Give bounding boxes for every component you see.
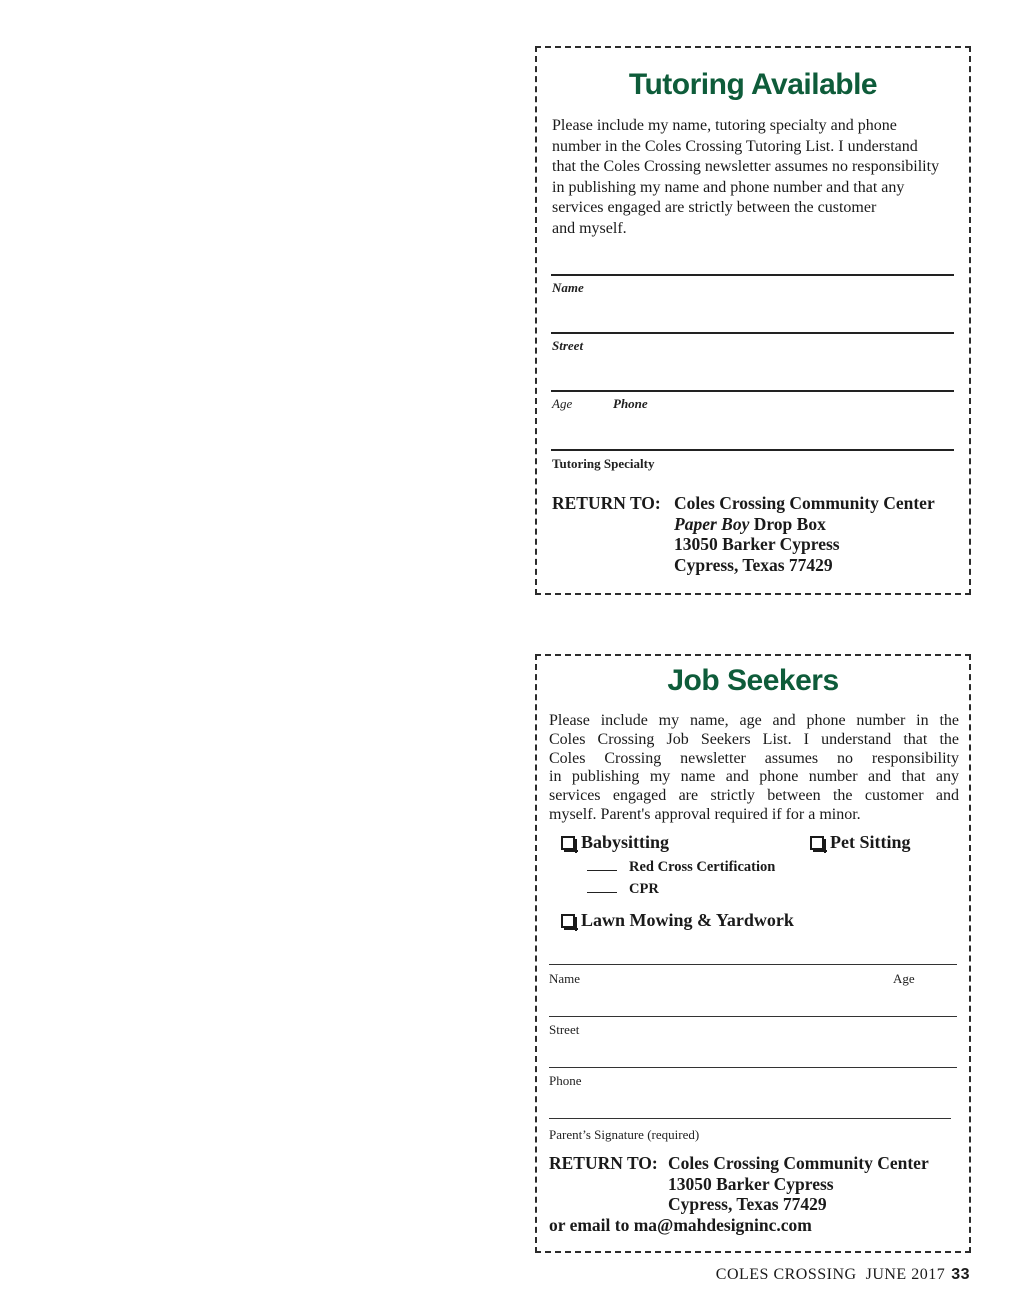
tutoring-description-line: services engaged are strictly between the customer [552, 199, 877, 216]
return-line-2-italic: Paper Boy [674, 513, 750, 534]
job-description-line: Coles Crossing Job Seekers List. I understand that the [549, 730, 959, 748]
job-description-line: services engaged are strictly between the customer and [549, 787, 959, 805]
lawn-mowing-option[interactable] [561, 910, 794, 931]
signature-label: Parent’s Signature (required) [549, 1127, 700, 1142]
job-name-label: Name [549, 971, 581, 986]
job-age-label: Age [893, 971, 915, 986]
return-line-3: 13050 Barker Cypress [674, 534, 840, 554]
signature-field-line[interactable] [549, 1118, 951, 1119]
return-line-1: Coles Crossing Community Center [668, 1153, 929, 1173]
job-phone-field-line[interactable] [549, 1067, 957, 1068]
return-line-3: Cypress, Texas 77429 [668, 1194, 827, 1214]
job-seekers-description [549, 712, 959, 825]
job-return-address [549, 1153, 964, 1238]
specialty-field-line[interactable] [551, 449, 954, 451]
name-age-field-line[interactable] [549, 964, 957, 965]
return-to-label: RETURN TO: [552, 493, 661, 513]
checkbox-icon[interactable] [561, 914, 575, 928]
checkbox-icon[interactable] [561, 836, 575, 850]
tutoring-title: Tutoring Available [628, 68, 878, 101]
street-field-line[interactable] [551, 332, 954, 334]
job-street-label: Street [549, 1022, 580, 1037]
pet-sitting-option[interactable] [810, 832, 911, 853]
babysitting-label: Babysitting [581, 832, 670, 852]
job-description-line: in publishing my name and phone number and that any [549, 768, 959, 786]
tutoring-description-line: in publishing my name and phone number and that any [552, 178, 905, 196]
babysitting-option[interactable] [561, 832, 669, 853]
tutoring-return-address [552, 493, 962, 583]
tutoring-description-line: number in the Coles Crossing Tutoring List. I understand [552, 137, 918, 155]
tutoring-form [535, 46, 971, 595]
return-line-2 [674, 514, 826, 535]
job-street-field-line[interactable] [549, 1016, 957, 1017]
job-seekers-title: Job Seekers [667, 664, 839, 697]
pet-sitting-label: Pet Sitting [830, 832, 911, 852]
lawn-mowing-label: Lawn Mowing & Yardwork [581, 910, 794, 930]
name-field-label: Name [552, 280, 584, 295]
blank-line[interactable] [587, 882, 617, 893]
tutoring-description-line: that the Coles Crossing newsletter assumes no responsibility [552, 158, 940, 175]
page-footer [716, 1266, 970, 1284]
job-description-line: myself. Parent's approval required if for a minor. [549, 805, 861, 823]
return-to-label: RETURN TO: [549, 1153, 658, 1173]
page-number: 33 [951, 1266, 970, 1283]
cpr-label: CPR [629, 881, 659, 897]
age-phone-field-line[interactable] [551, 390, 954, 392]
checkbox-icon[interactable] [810, 836, 824, 850]
return-line-2-rest: Drop Box [749, 513, 826, 534]
tutoring-description-line: and myself. [552, 219, 627, 237]
cpr-option[interactable] [587, 881, 659, 898]
tutoring-description-line: Please include my name, tutoring specialty and phone [552, 117, 897, 134]
specialty-field-label: Tutoring Specialty [552, 456, 655, 471]
tutoring-description [552, 116, 962, 239]
job-description-line: Coles Crossing newsletter assumes no responsibility [549, 749, 959, 767]
email-line[interactable]: or email to ma@mahdesigninc.com [549, 1214, 812, 1235]
job-seekers-form [535, 654, 971, 1253]
name-field-line[interactable] [551, 274, 954, 276]
red-cross-label: Red Cross Certification [629, 859, 776, 875]
job-description-line: Please include my name, age and phone number in the [549, 712, 959, 729]
publication-name: COLES CROSSING JUNE 2017 [715, 1266, 946, 1283]
age-field-label: Age [552, 396, 573, 411]
blank-line[interactable] [587, 860, 617, 871]
job-phone-label: Phone [549, 1073, 582, 1088]
return-line-1: Coles Crossing Community Center [674, 493, 935, 513]
return-line-2: 13050 Barker Cypress [668, 1173, 834, 1194]
return-line-4: Cypress, Texas 77429 [674, 554, 833, 575]
red-cross-option[interactable] [587, 859, 775, 876]
phone-field-label: Phone [613, 396, 648, 411]
street-field-label: Street [552, 338, 584, 353]
